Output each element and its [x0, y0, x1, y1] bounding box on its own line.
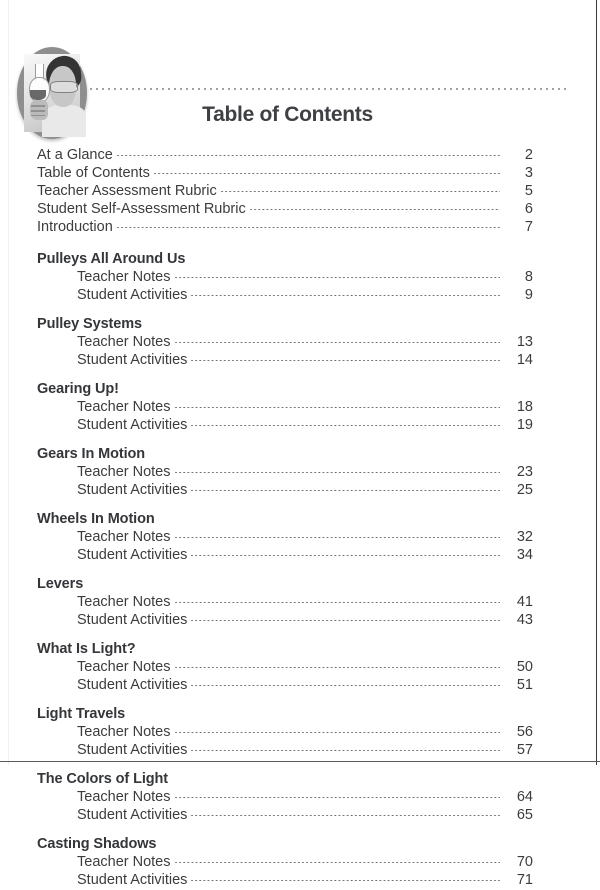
toc-page-number: 13 — [516, 334, 533, 350]
toc-entry-label: Student Activities — [77, 872, 188, 888]
toc-chapter-block — [0, 769, 600, 825]
toc-page-number: 19 — [516, 417, 533, 433]
toc-page-number: 65 — [516, 807, 533, 823]
toc-chapter-title[interactable]: Gearing Up! — [37, 381, 119, 397]
toc-chapter-block — [0, 834, 600, 890]
toc-entry-teacher-notes[interactable] — [0, 659, 600, 677]
toc-chapter-block — [0, 639, 600, 695]
toc-entry-teacher-notes[interactable] — [0, 464, 600, 482]
toc-entry-teacher-notes[interactable] — [0, 789, 600, 807]
toc-entry-label: Student Activities — [77, 482, 188, 498]
photo-inner-oval — [24, 54, 80, 132]
toc-chapter-title[interactable]: Pulleys All Around Us — [37, 251, 186, 267]
toc-page-number: 6 — [524, 201, 533, 217]
toc-entry-student-activities[interactable] — [0, 677, 600, 695]
toc-entry-label: At a Glance — [37, 147, 113, 163]
toc-entry-student-activities[interactable] — [0, 872, 600, 890]
toc-entry-label: Teacher Notes — [77, 724, 171, 740]
toc-entries — [0, 147, 600, 890]
toc-entry-student-activities[interactable] — [0, 742, 600, 760]
toc-entry-label: Teacher Notes — [77, 269, 171, 285]
toc-page-number: 7 — [524, 219, 533, 235]
toc-entry-label: Student Self-Assessment Rubric — [37, 201, 246, 217]
photo-safety-glasses — [50, 81, 78, 94]
toc-leader-dots — [174, 797, 501, 798]
toc-page-number: 70 — [516, 854, 533, 870]
toc-page-number: 32 — [516, 529, 533, 545]
toc-entry-student-activities[interactable] — [0, 547, 600, 565]
toc-leader-dots — [174, 472, 501, 473]
toc-page-number: 56 — [516, 724, 533, 740]
toc-page-number: 41 — [516, 594, 533, 610]
toc-leader-dots — [174, 732, 501, 733]
toc-chapter-title[interactable]: What Is Light? — [37, 641, 136, 657]
toc-page-number: 50 — [516, 659, 533, 675]
toc-entry-front-matter[interactable] — [0, 147, 600, 165]
toc-page-number: 43 — [516, 612, 533, 628]
toc-leader-dots — [153, 173, 500, 174]
toc-entry-label: Student Activities — [77, 287, 188, 303]
toc-entry-front-matter[interactable] — [0, 219, 600, 237]
toc-entry-front-matter[interactable] — [0, 201, 600, 219]
toc-page-number: 71 — [516, 872, 533, 888]
toc-leader-dots — [174, 277, 501, 278]
toc-leader-dots — [116, 227, 500, 228]
toc-entry-label: Teacher Notes — [77, 464, 171, 480]
toc-entry-label: Teacher Notes — [77, 659, 171, 675]
toc-chapter-block — [0, 574, 600, 630]
toc-chapter-block — [0, 249, 600, 305]
toc-leader-dots — [116, 155, 500, 156]
toc-entry-teacher-notes[interactable] — [0, 399, 600, 417]
toc-page-number: 23 — [516, 464, 533, 480]
toc-page-number: 64 — [516, 789, 533, 805]
toc-chapter-block — [0, 704, 600, 760]
toc-entry-label: Teacher Notes — [77, 399, 171, 415]
toc-entry-student-activities[interactable] — [0, 417, 600, 435]
toc-entry-label: Student Activities — [77, 612, 188, 628]
toc-chapter-title[interactable]: Light Travels — [37, 706, 126, 722]
photo-hand-line — [31, 110, 46, 111]
toc-chapter-title[interactable]: Casting Shadows — [37, 836, 157, 852]
toc-entry-front-matter[interactable] — [0, 183, 600, 201]
toc-leader-dots — [190, 425, 500, 426]
toc-leader-dots — [174, 862, 501, 863]
front-matter-group — [0, 147, 600, 237]
photo-child-body — [42, 105, 86, 136]
toc-entry-label: Teacher Notes — [77, 334, 171, 350]
toc-entry-student-activities[interactable] — [0, 287, 600, 305]
toc-page-number: 34 — [516, 547, 533, 563]
toc-leader-dots — [190, 490, 500, 491]
toc-page-number: 8 — [524, 269, 533, 285]
toc-page-number: 2 — [524, 147, 533, 163]
toc-page-number: 51 — [516, 677, 533, 693]
toc-page-number: 14 — [516, 352, 533, 368]
toc-entry-teacher-notes[interactable] — [0, 724, 600, 742]
toc-chapter-title[interactable]: Levers — [37, 576, 84, 592]
toc-page-number: 57 — [516, 742, 533, 758]
page-title: Table of Contents — [202, 103, 373, 126]
toc-leader-dots — [174, 407, 501, 408]
toc-leader-dots — [249, 209, 500, 210]
toc-leader-dots — [174, 667, 501, 668]
toc-leader-dots — [190, 685, 500, 686]
toc-entry-student-activities[interactable] — [0, 612, 600, 630]
toc-leader-dots — [190, 360, 500, 361]
toc-entry-label: Student Activities — [77, 807, 188, 823]
toc-leader-dots — [190, 750, 500, 751]
toc-chapter-title[interactable]: Wheels In Motion — [37, 511, 155, 527]
toc-leader-dots — [190, 295, 500, 296]
toc-entry-label: Student Activities — [77, 352, 188, 368]
photo-hand-line — [31, 105, 46, 106]
toc-entry-label: Table of Contents — [37, 165, 150, 181]
toc-chapter-block — [0, 509, 600, 565]
toc-entry-teacher-notes[interactable] — [0, 334, 600, 352]
toc-page-number: 3 — [524, 165, 533, 181]
toc-entry-label: Teacher Notes — [77, 854, 171, 870]
toc-chapter-title[interactable]: The Colors of Light — [37, 771, 169, 787]
toc-entry-student-activities[interactable] — [0, 807, 600, 825]
toc-entry-front-matter[interactable] — [0, 165, 600, 183]
toc-page-number: 9 — [524, 287, 533, 303]
toc-entry-label: Introduction — [37, 219, 113, 235]
toc-leader-dots — [174, 342, 501, 343]
toc-leader-dots — [190, 815, 500, 816]
toc-page-number: 18 — [516, 399, 533, 415]
toc-entry-student-activities[interactable] — [0, 352, 600, 370]
toc-entry-teacher-notes[interactable] — [0, 594, 600, 612]
toc-leader-dots — [190, 555, 500, 556]
toc-page-number: 5 — [524, 183, 533, 199]
toc-chapter-block — [0, 379, 600, 435]
toc-entry-label: Teacher Notes — [77, 789, 171, 805]
toc-entry-teacher-notes[interactable] — [0, 529, 600, 547]
toc-chapter-title[interactable]: Pulley Systems — [37, 316, 142, 332]
toc-entry-label: Student Activities — [77, 742, 188, 758]
header-dotted-rule — [88, 88, 566, 90]
toc-entry-teacher-notes[interactable] — [0, 854, 600, 872]
toc-leader-dots — [190, 620, 500, 621]
toc-leader-dots — [190, 880, 500, 881]
toc-leader-dots — [174, 602, 501, 603]
toc-leader-dots — [220, 191, 500, 192]
chapters-group — [0, 249, 600, 890]
toc-entry-label: Student Activities — [77, 547, 188, 563]
toc-chapter-block — [0, 314, 600, 370]
toc-chapter-title[interactable]: Gears In Motion — [37, 446, 146, 462]
toc-entry-teacher-notes[interactable] — [0, 269, 600, 287]
student-with-flask-photo — [17, 47, 87, 139]
toc-entry-label: Teacher Assessment Rubric — [37, 183, 217, 199]
toc-entry-label: Student Activities — [77, 677, 188, 693]
photo-hand-line — [31, 115, 46, 116]
toc-entry-student-activities[interactable] — [0, 482, 600, 500]
toc-entry-label: Teacher Notes — [77, 594, 171, 610]
toc-page-number: 25 — [516, 482, 533, 498]
toc-leader-dots — [174, 537, 501, 538]
toc-entry-label: Teacher Notes — [77, 529, 171, 545]
toc-chapter-block — [0, 444, 600, 500]
toc-entry-label: Student Activities — [77, 417, 188, 433]
